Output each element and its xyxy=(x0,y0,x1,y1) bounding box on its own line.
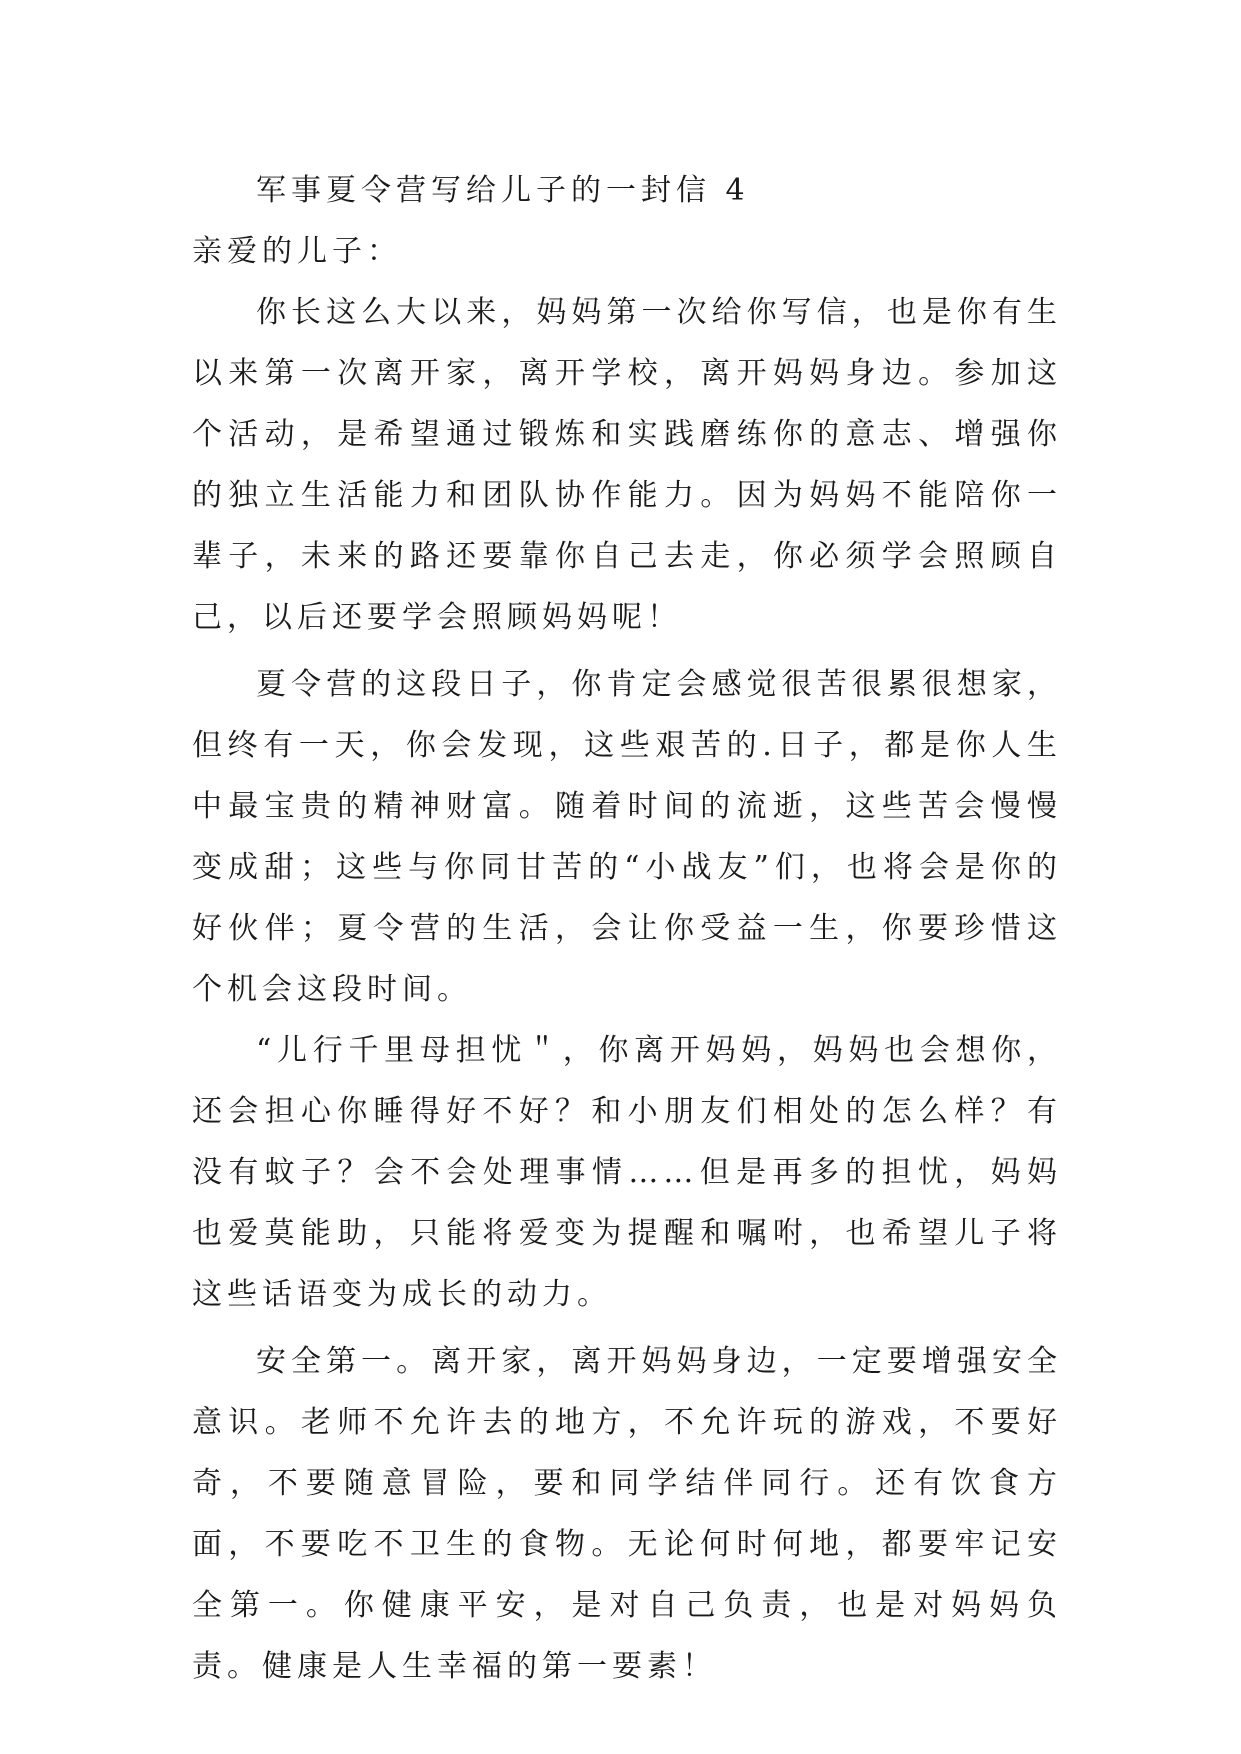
salutation: 亲爱的儿子： xyxy=(192,234,402,269)
document-body xyxy=(192,160,1062,1697)
paragraph-1: 你长这么大以来，妈妈第一次给你写信，也是你有生以来第一次离开家，离开学校，离开妈妈身边。参加这个活动，是希望通过锻炼和实践磨练你的意志、增强你的独立生活能力和团队协作能力。因为妈妈不能陪你一辈子，未来的路还要靠你自己去走，你必须学会照顾自己，以后还要学会照顾妈妈呢！ xyxy=(192,295,1062,635)
document-title: 军事夏令营写给儿子的一封信 4 xyxy=(256,173,750,208)
paragraph-3: “儿行千里母担忧＂，你离开妈妈，妈妈也会想你，还会担心你睡得好不好？和小朋友们相处的怎么样？有没有蚊子？会不会处理事情……但是再多的担忧，妈妈也爱莫能助，只能将爱变为提醒和嘱咐，也希望儿子将这些话语变为成长的动力。 xyxy=(192,1033,1062,1312)
paragraph-2: 夏令营的这段日子，你肯定会感觉很苦很累很想家，但终有一天，你会发现，这些艰苦的.日子，都是你人生中最宝贵的精神财富。随着时间的流逝，这些苦会慢慢变成甜；这些与你同甘苦的“小战友”们，也将会是你的好伙伴；夏令营的生活，会让你受益一生，你要珍惜这个机会这段时间。 xyxy=(192,667,1062,1007)
paragraph-4: 安全第一。离开家，离开妈妈身边，一定要增强安全意识。老师不允许去的地方，不允许玩的游戏，不要好奇，不要随意冒险，要和同学结伴同行。还有饮食方面，不要吃不卫生的食物。无论何时何地，都要牢记安全第一。你健康平安，是对自己负责，也是对妈妈负责。健康是人生幸福的第一要素！ xyxy=(192,1344,1062,1684)
